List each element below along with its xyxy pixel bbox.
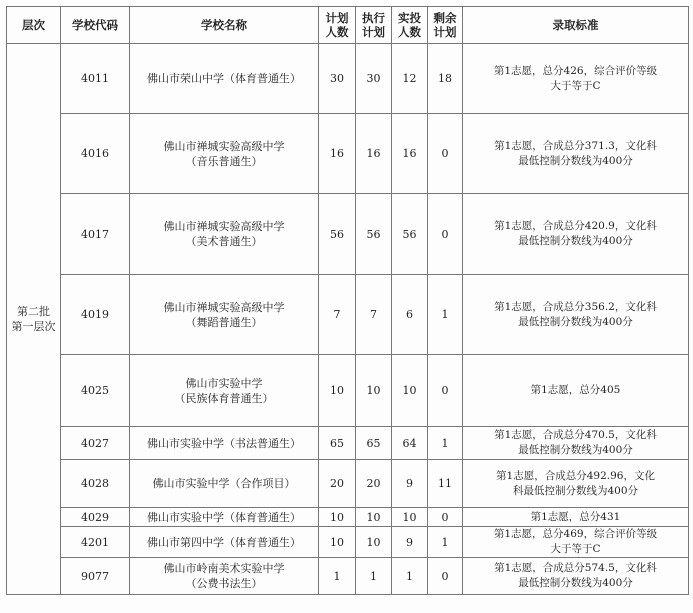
header-name: 学校名称: [130, 7, 319, 44]
header-criteria: 录取标准: [463, 7, 689, 44]
school-name-cell: [130, 114, 319, 194]
school-code-cell: 4028: [61, 460, 130, 508]
school-name-cell-line: （公费书法生）: [185, 577, 263, 590]
remain-plan-cell: 0: [428, 355, 463, 427]
school-name-cell-line: 佛山市实验中学（体育普通生）: [147, 510, 301, 524]
plan-count-cell: 10: [319, 527, 356, 558]
remain-plan-cell: 11: [428, 460, 463, 508]
table-row: [7, 558, 689, 595]
school-name-cell-line: 佛山市实验中学（合作项目）: [152, 477, 296, 490]
actual-count-cell: 10: [392, 508, 428, 527]
remain-plan-cell: 18: [428, 44, 463, 114]
criteria-cell: [463, 558, 689, 595]
exec-plan-cell: 7: [356, 275, 392, 355]
criteria-cell-line: 第1志愿，总分405: [530, 384, 621, 396]
criteria-cell-line: 最低控制分数线为400分: [518, 444, 633, 456]
criteria-cell-line: 第1志愿，总分469，综合评价等级: [493, 528, 658, 540]
school-name-cell-line: （舞蹈普通生）: [185, 315, 263, 329]
school-name-cell: [130, 355, 319, 427]
table-row: [7, 460, 689, 508]
actual-count-cell: 9: [392, 527, 428, 558]
header-actual: 实投 人数: [392, 7, 428, 44]
header-row: [7, 7, 689, 44]
plan-count-cell: 7: [319, 275, 356, 355]
school-code-cell: 4029: [61, 508, 130, 527]
table-row: [7, 427, 689, 460]
criteria-cell-line: 大于等于C: [550, 79, 601, 92]
plan-count-cell: 65: [319, 427, 356, 460]
table-row: [7, 194, 689, 275]
school-name-cell-line: 佛山市岭南美术实验中学: [163, 562, 285, 575]
remain-plan-cell: 0: [428, 114, 463, 194]
criteria-cell-line: 第1志愿，总分426，综合评价等级: [493, 64, 658, 77]
criteria-cell-line: 第1志愿，合成总分356.2，文化科: [494, 300, 657, 313]
actual-count-cell: 64: [392, 427, 428, 460]
remain-plan-cell: 1: [428, 527, 463, 558]
exec-plan-cell: 20: [356, 460, 392, 508]
exec-plan-cell: 1: [356, 558, 392, 595]
criteria-cell: [463, 508, 689, 527]
school-code-cell: 4025: [61, 355, 130, 427]
table-row: [7, 355, 689, 427]
criteria-cell-line: 最低控制分数线为400分: [518, 154, 633, 167]
school-code-cell: 4027: [61, 427, 130, 460]
criteria-cell: [463, 527, 689, 558]
actual-count-cell: 16: [392, 114, 428, 194]
school-code-cell: 4016: [61, 114, 130, 194]
remain-plan-cell: 1: [428, 275, 463, 355]
criteria-cell-line: 第1志愿，合成总分492.96，文化: [496, 469, 655, 482]
admission-table: [6, 6, 689, 595]
criteria-cell-line: 第1志愿，合成总分574.5，文化科: [494, 562, 657, 574]
school-code-cell: 4019: [61, 275, 130, 355]
school-name-cell: [130, 275, 319, 355]
school-name-cell: [130, 427, 319, 460]
criteria-cell-line: 第1志愿，合成总分420.9，文化科: [494, 220, 657, 232]
criteria-cell-line: 最低控制分数线为400分: [518, 315, 633, 328]
school-name-cell: [130, 527, 319, 558]
table-row: [7, 527, 689, 558]
criteria-cell-line: 第1志愿，总分431: [530, 510, 621, 523]
actual-count-cell: 10: [392, 355, 428, 427]
criteria-cell-line: 最低控制分数线为400分: [518, 577, 633, 589]
plan-count-cell: 20: [319, 460, 356, 508]
criteria-cell: [463, 427, 689, 460]
exec-plan-cell: 65: [356, 427, 392, 460]
plan-count-cell: 16: [319, 114, 356, 194]
table-row: [7, 508, 689, 527]
school-name-cell-line: 佛山市禅城实验高级中学: [163, 220, 285, 233]
criteria-cell: [463, 44, 689, 114]
remain-plan-cell: 0: [428, 194, 463, 275]
plan-count-cell: 30: [319, 44, 356, 114]
table-row: [7, 44, 689, 114]
exec-plan-cell: 16: [356, 114, 392, 194]
school-code-cell: 9077: [61, 558, 130, 595]
header-remain: 剩余 计划: [428, 7, 463, 44]
header-plan: 计划 人数: [319, 7, 356, 44]
criteria-cell: [463, 355, 689, 427]
criteria-cell-line: 大于等于C: [550, 543, 601, 555]
level-cell: [7, 44, 61, 595]
school-name-cell: [130, 44, 319, 114]
level-line: 第二批: [17, 305, 50, 318]
criteria-cell: [463, 460, 689, 508]
school-name-cell-line: 佛山市第四中学（体育普通生）: [147, 535, 301, 549]
exec-plan-cell: 10: [356, 508, 392, 527]
exec-plan-cell: 56: [356, 194, 392, 275]
level-line: 第一层次: [11, 320, 56, 333]
header-level: 层次: [7, 7, 61, 44]
criteria-cell: [463, 194, 689, 275]
header-code: 学校代码: [61, 7, 130, 44]
plan-count-cell: 10: [319, 355, 356, 427]
actual-count-cell: 6: [392, 275, 428, 355]
school-name-cell-line: （音乐普通生）: [185, 154, 263, 168]
criteria-cell-line: 第1志愿，合成总分371.3，文化科: [494, 139, 657, 152]
school-name-cell-line: 佛山市禅城实验高级中学: [163, 300, 285, 314]
table-row: [7, 114, 689, 194]
remain-plan-cell: 0: [428, 508, 463, 527]
school-name-cell-line: （美术普通生）: [185, 235, 263, 248]
plan-count-cell: 10: [319, 508, 356, 527]
remain-plan-cell: 0: [428, 558, 463, 595]
criteria-cell: [463, 275, 689, 355]
table-row: [7, 275, 689, 355]
school-name-cell: [130, 558, 319, 595]
school-code-cell: 4017: [61, 194, 130, 275]
school-code-cell: 4201: [61, 527, 130, 558]
criteria-cell-line: 第1志愿，合成总分470.5，文化科: [494, 429, 657, 441]
school-name-cell-line: 佛山市禅城实验高级中学: [163, 139, 285, 153]
criteria-cell-line: 最低控制分数线为400分: [518, 235, 633, 247]
actual-count-cell: 1: [392, 558, 428, 595]
criteria-cell-line: 科最低控制分数线为400分: [512, 484, 639, 497]
plan-count-cell: 1: [319, 558, 356, 595]
actual-count-cell: 9: [392, 460, 428, 508]
school-name-cell: [130, 508, 319, 527]
school-name-cell-line: （民族体育普通生）: [174, 391, 274, 405]
exec-plan-cell: 10: [356, 527, 392, 558]
school-name-cell-line: 佛山市荣山中学（体育普通生）: [147, 72, 301, 85]
school-name-cell-line: 佛山市实验中学: [185, 376, 263, 390]
criteria-cell: [463, 114, 689, 194]
school-name-cell-line: 佛山市实验中学（书法普通生）: [147, 436, 301, 450]
actual-count-cell: 56: [392, 194, 428, 275]
school-code-cell: 4011: [61, 44, 130, 114]
header-exec: 执行 计划: [356, 7, 392, 44]
exec-plan-cell: 10: [356, 355, 392, 427]
plan-count-cell: 56: [319, 194, 356, 275]
remain-plan-cell: 1: [428, 427, 463, 460]
school-name-cell: [130, 194, 319, 275]
exec-plan-cell: 30: [356, 44, 392, 114]
school-name-cell: [130, 460, 319, 508]
actual-count-cell: 12: [392, 44, 428, 114]
